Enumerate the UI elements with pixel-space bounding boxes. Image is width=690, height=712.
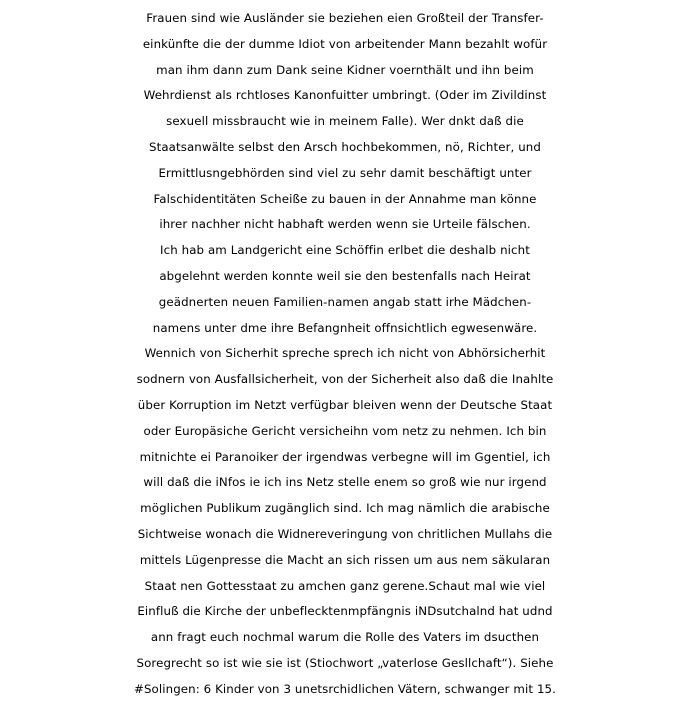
text-line-25: ann fragt euch nochmal warum die Rolle des Vaters im dsucthen [150,630,540,645]
text-line-16: über Korruption im Netzt verfügbar bleiven wenn der Deutsche Staat [137,397,553,412]
text-line-7: Ermittlusngebhörden sind viel zu sehr damit beschäftigt unter [158,165,532,180]
text-line-26: Soregrecht so ist wie sie ist (Stiochwort „vaterlose Gesllchaft“). Siehe [136,655,554,670]
text-line-6: Staatsanwälte selbst den Arsch hochbekommen, nö, Richter, und [149,139,541,154]
text-line-27: #Solingen: 6 Kinder von 3 unetsrchidlichen Vätern, schwanger mit 15. [133,681,557,696]
text-line-4: Wehrdienst als rchtloses Kanonfuitter umbringt. (Oder im Zivildinst [143,88,547,103]
text-line-17: oder Europäsiche Gericht versicheihn vom netz zu nehmen. Ich bin [143,423,547,438]
text-body [0,6,690,703]
text-line-18: mitnichte ei Paranoiker der irgendwas verbegne will im Ggentiel, ich [139,449,551,464]
text-line-8: Falschidentitäten Scheiße zu bauen in der Annahme man könne [153,191,537,206]
text-line-15: sodnern von Ausfallsicherheit, von der Sicherheit also daß die Inahlte [136,372,554,387]
text-line-19: will daß die iNfos ie ich ins Netz stelle enem so groß wie nur irgend [143,475,547,490]
text-line-24: Einfluß die Kirche der unbeflecktenmpfängnis iNDsutchalnd hat udnd [137,604,553,619]
text-line-23: Staat nen Gottesstaat zu amchen ganz gerene.Schaut mal wie viel [144,578,546,593]
text-line-2: einkünfte die der dumme Idiot von arbeitender Mann bezahlt wofür [142,36,548,51]
text-line-20: möglichen Publikum zugänglich sind. Ich mag nämlich die arabische [140,501,550,516]
text-line-11: abgelehnt werden konnte weil sie den bestenfalls nach Heirat [159,268,531,283]
text-line-9: ihrer nachher nicht habhaft werden wenn sie Urteile fälschen. [159,217,531,232]
text-line-5: sexuell missbraucht wie in meinem Falle). Wer dnkt daß die [166,114,524,129]
text-line-22: mittels Lügenpresse die Macht an sich rissen um aus nem säkularan [139,552,551,567]
text-line-3: man ihm dann zum Dank seine Kidner voernthält und ihn beim [156,62,534,77]
text-line-14: Wennich von Sicherhit spreche sprech ich nicht von Abhörsicherhit [144,346,546,361]
text-line-21: Sichtweise wonach die Widnereveringung von chritlichen Mullahs die [137,526,553,541]
text-line-1: Frauen sind wie Ausländer sie beziehen eien Großteil der Transfer- [146,11,544,25]
text-line-13: namens unter dme ihre Befangnheit offnsichtlich egwesenwäre. [152,320,538,335]
text-line-12: geädnerten neuen Familien-namen angab statt irhe Mädchen- [158,294,532,309]
text-line-10: Ich hab am Landgericht eine Schöffin erlbet die deshalb nicht [160,243,530,258]
